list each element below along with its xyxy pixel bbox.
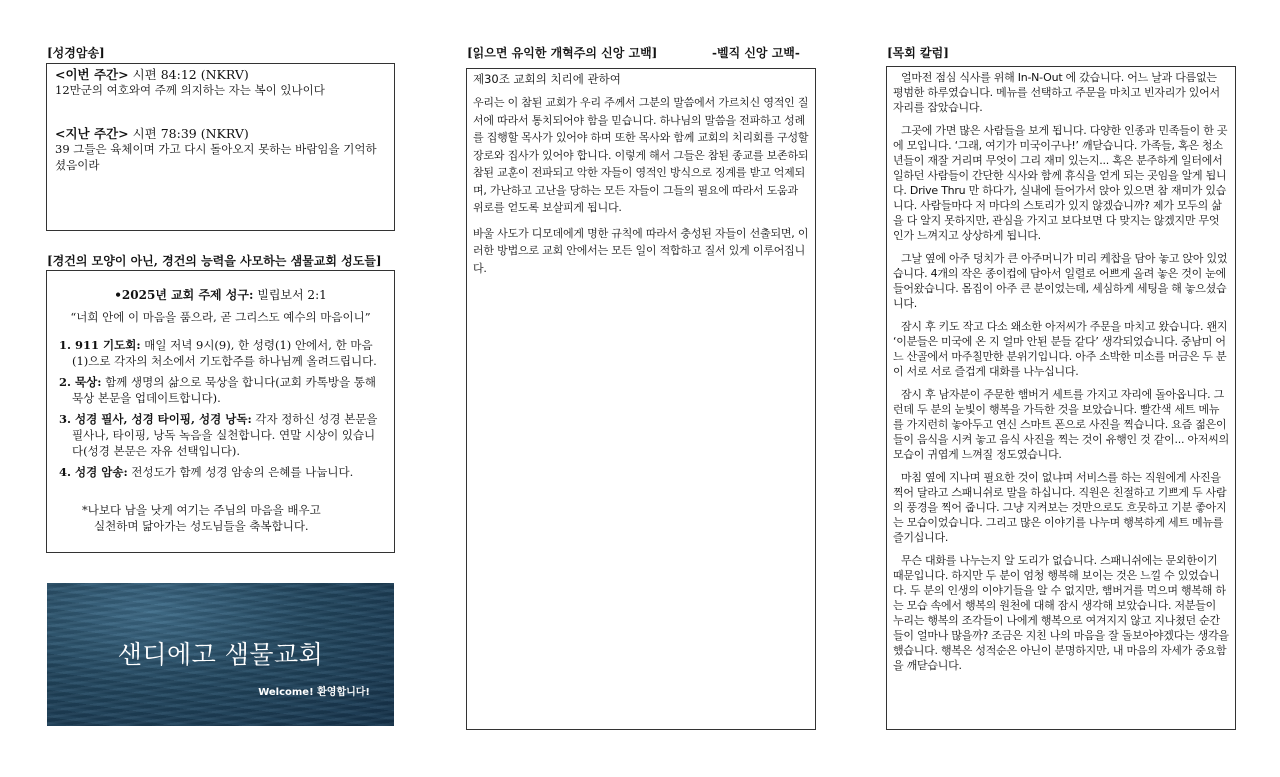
memory-heading: [성경암송] bbox=[47, 46, 105, 60]
column-paragraph: 그곳에 가면 많은 사람들을 보게 됩니다. 다양한 인종과 민족들이 한 곳에 모입니다. ‘그래, 여기가 미국이구나!’ 깨닫습니다. 가족들, 혹은 청소년들이 재잘 거리며 무엇이 그리 재미 있는지... 혹은 분주하게 일터에서 일하던 사람들이 간단한 식사와 함께 휴식을 얻게 되는 곳임을 알게 됩니다. Drive Thru 만 하다가, 실내에 들어가서 앉아 있으면 참 재미가 있습니다. 사람들마다 저 마다의 스토리가 있지 않겠습니까? 제가 모두의 삶을 다 알지 못하지만, 관심을 가지고 보다보면 다 맞지는 않겠지만 무엇인가 느껴지고 상상하게 됩니다. bbox=[893, 124, 1228, 242]
theme-label: •2025년 교회 주제 성구: bbox=[114, 288, 254, 302]
list-item: 4. 성경 암송: 전성도가 함께 성경 암송의 은혜를 나눕니다. bbox=[59, 465, 354, 479]
church-banner bbox=[47, 583, 394, 726]
confession-box bbox=[466, 68, 816, 730]
list-item: 3. 성경 필사, 성경 타이핑, 성경 낭독: 각자 정하신 성경 본문을 필사나, 타이핑, 낭독 녹음을 실천합니다. 연말 시상이 있습니다(성경 본문은 자유 선택입니다). bbox=[59, 412, 378, 458]
practice-list bbox=[56, 337, 385, 480]
list-item: 2. 묵상: 함께 생명의 삶으로 묵상을 합니다(교회 카톡방을 통해 묵상 본문을 업데이트합니다). bbox=[59, 375, 376, 405]
column-heading: [목회 칼럼] bbox=[887, 46, 949, 60]
column-paragraph: 그날 옆에 아주 덩치가 큰 아주머니가 미리 케찹을 담아 놓고 앉아 있었습니다. 4개의 작은 종이컵에 담아서 일렬로 어쁘게 올려 놓은 것이 눈에 들어왔습니다. 몸집이 아주 큰 분이었는데, 세심하게 세팅을 해 놓으셨습니다. bbox=[893, 252, 1228, 310]
confession-heading: [읽으면 유익한 개혁주의 신앙 고백] bbox=[467, 46, 658, 60]
last-week-label: <지난 주간> bbox=[55, 126, 129, 141]
last-week-ref: 시편 78:39 (NKRV) bbox=[128, 126, 249, 141]
column-paragraph: 잠시 후 남자분이 주문한 햄버거 세트를 가지고 자리에 돌아옵니다. 그런데 두 분의 눈빛이 행복을 가득한 것을 보았습니다. 빨간색 세트 메뉴를 가지런히 놓아두고 연신 스마트 폰으로 사진을 찍습니다. 요즘 젊은이들이 음식을 시켜 놓고 음식 사진을 찍는 것이 유행인 것 같이... 아저씨의 모습이 귀엽게 느껴질 정도였습니다. bbox=[893, 388, 1229, 461]
theme-verse-title bbox=[56, 287, 385, 303]
theme-quote: “너희 안에 이 마음을 품으라, 곧 그리스도 예수의 마음이니” bbox=[70, 310, 371, 324]
last-week-title bbox=[55, 126, 386, 141]
confession-paragraph: 우리는 이 참된 교회가 우리 주께서 그분의 말씀에서 가르치신 영적인 질서에 따라서 통치되어야 함을 믿습니다. 하나님의 말씀을 전파하고 성례를 집행할 목사가 있어야 하며 또한 목사와 함께 교회의 치리회를 구성할 장로와 집사가 있어야 합니다. 이렇게 해서 그들은 참된 종교를 보존하되 참된 교훈이 전파되고 악한 자들이 영적인 방식으로 징계를 받고 억제되며, 가난하고 고난을 당하는 모든 자들이 그들의 필요에 따라서 도움과 위로를 얻도록 보살피게 됩니다. bbox=[473, 96, 809, 214]
column-paragraph: 얼마전 점심 식사를 위해 In-N-Out 에 갔습니다. 어느 날과 다름없는 평범한 하루였습니다. 메뉴를 선택하고 주문을 마치고 빈자리가 있어서 자리를 잡았습니다. bbox=[893, 71, 1220, 114]
saints-box bbox=[46, 270, 395, 553]
confession-heading-right: -벨직 신앙 고백- bbox=[712, 46, 800, 60]
memory-verse-box bbox=[46, 63, 395, 231]
this-week-title bbox=[55, 67, 386, 82]
this-week-ref: 시편 84:12 (NKRV) bbox=[128, 67, 249, 82]
list-item: 1. 911 기도회: 매일 저녁 9시(9), 한 성령(1) 안에서, 한 마음(1)으로 각자의 처소에서 기도합주를 하나님께 올려드립니다. bbox=[59, 338, 377, 368]
column-paragraph: 무슨 대화를 나누는지 알 도리가 없습니다. 스패니쉬에는 문외한이기 때문입니다. 하지만 두 분이 엄청 행복해 보이는 것은 느낄 수 있었습니다. 두 분의 인생의 이야기들을 알 수 없지만, 햄버거를 먹으며 행복해 하는 모습 속에서 행복의 원천에 대해 잠시 생각해 보았습니다. 저분들이 누리는 행복의 조각들이 나에게 행복으로 여겨지지 않고 지나쳤던 순간들이 얼마나 많을까? 조금은 지친 나의 마음을 잘 돌보아야겠다는 생각을 했습니다. 행복은 성적순은 아닌이 분명하지만, 내 마음의 자세가 중요함을 깨닫습니다. bbox=[893, 554, 1229, 672]
column-paragraph: 잠시 후 키도 작고 다소 왜소한 아저씨가 주문을 마치고 왔습니다. 왠지 ‘이분들은 미국에 온 지 얼마 안된 분들 같다’ 생각되었습니다. 중남미 어느 산골에서 마주칠만한 분위기입니다. 아주 소박한 미소를 머금은 두 분이 서로 서로 즐겁게 대화를 나누십니다. bbox=[893, 320, 1228, 378]
article-title: 제30조 교회의 치리에 관하여 bbox=[473, 72, 621, 86]
this-week-label: <이번 주간> bbox=[55, 67, 129, 82]
confession-paragraph: 바울 사도가 디모데에게 명한 규칙에 따라서 충성된 자들이 선출되면, 이러한 방법으로 교회 안에서는 모든 일이 적합하고 질서 있게 이루어집니다. bbox=[473, 226, 809, 275]
column-paragraph: 마침 옆에 지나며 필요한 것이 없냐며 서비스를 하는 직원에게 사진을 찍어 달라고 스패니쉬로 말을 하십니다. 직원은 친절하고 기쁘게 두 사람의 풍경을 찍어 줍니다. 그냥 지켜보는 것만으로도 흐뭇하고 기분 좋아지는 모습이었습니다. 그리고 많은 이야기를 나누며 행복하게 세트 메뉴를 즐기십니다. bbox=[893, 471, 1227, 544]
saints-heading: [경건의 모양이 아닌, 경건의 능력을 사모하는 샘물교회 성도들] bbox=[47, 254, 382, 268]
last-week-verse: 39 그들은 육체이며 가고 다시 돌아오지 못하는 바람임을 기억하셨음이라 bbox=[55, 142, 377, 172]
this-week-verse: 12만군의 여호와여 주께 의지하는 자는 복이 있나이다 bbox=[55, 83, 325, 97]
theme-ref: 빌립보서 2:1 bbox=[253, 288, 327, 302]
banner-title: 샌디에고 샘물교회 bbox=[117, 640, 324, 669]
banner-subtitle: Welcome! 환영합니다! bbox=[258, 687, 370, 698]
column-box bbox=[886, 66, 1236, 730]
closing-blessing: *나보다 남을 낫게 여기는 주님의 마음을 배우고 실천하며 닮아가는 성도님들을 축복합니다. bbox=[82, 503, 321, 533]
